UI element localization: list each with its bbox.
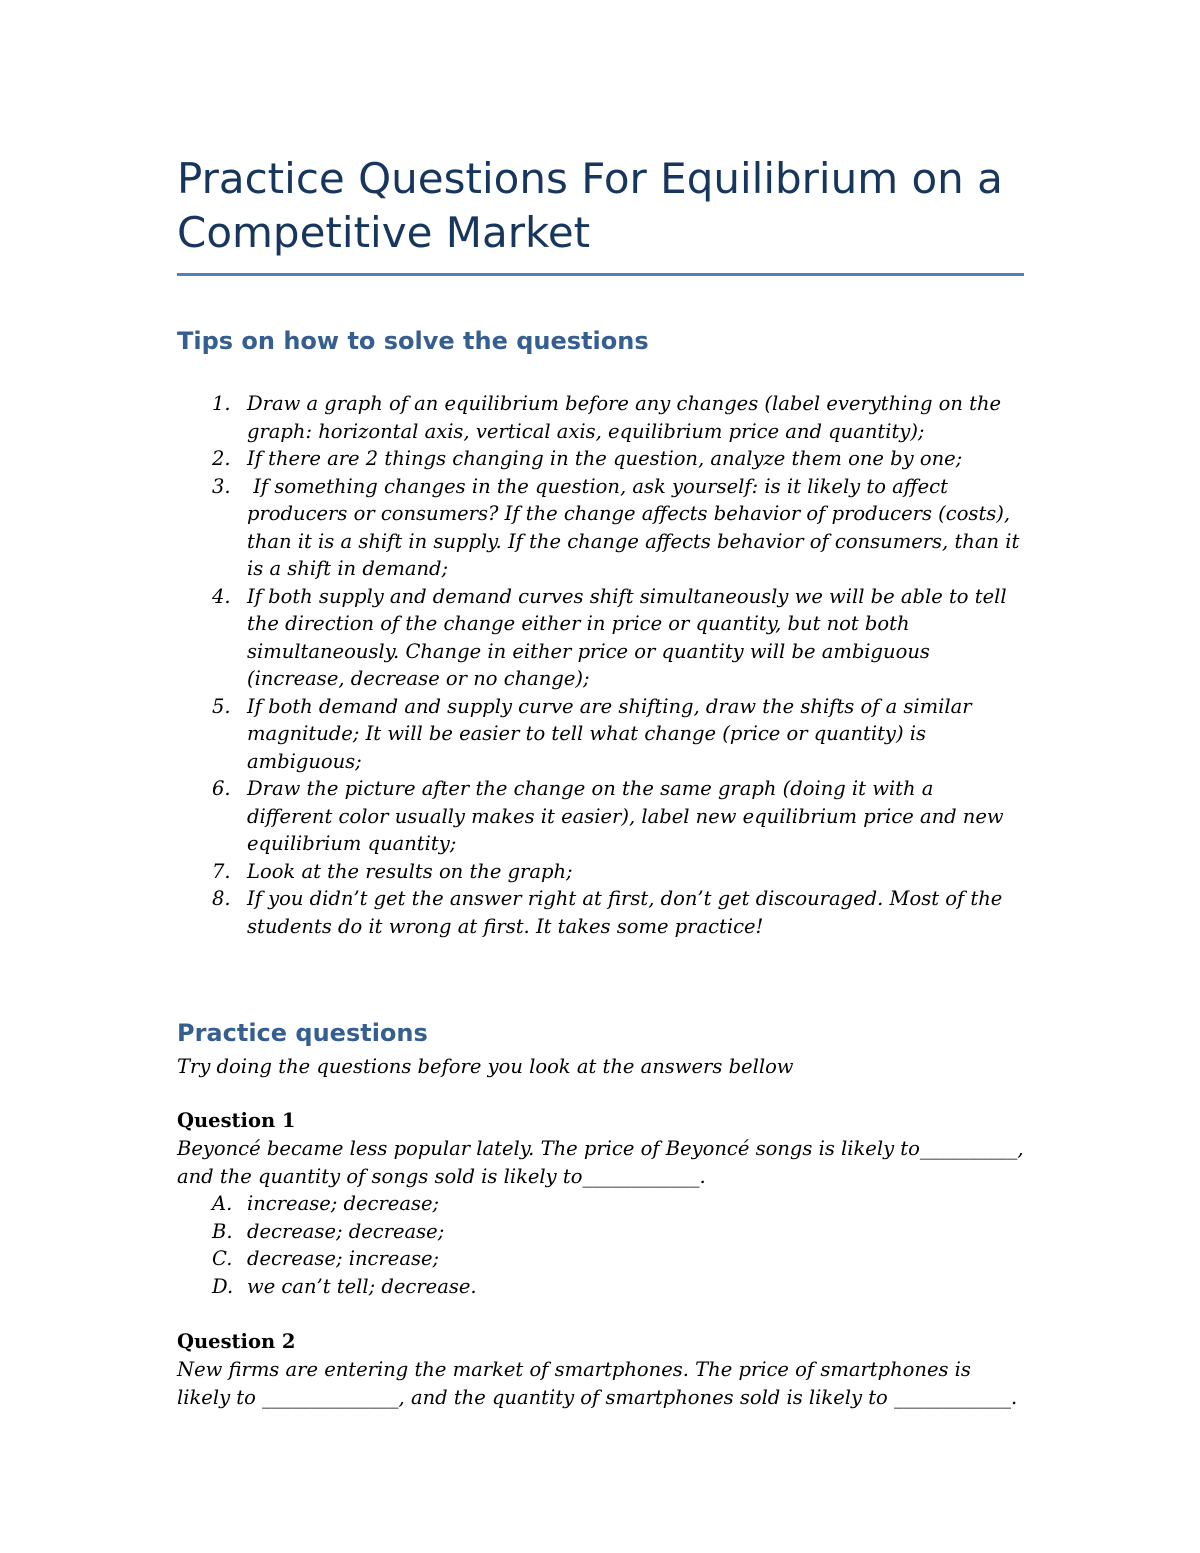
tip-text: If something changes in the question, ask yourself: is it likely to affect producers or consumers? If the change affects behavior of producers (costs), than it is a shift in supply. If the change affects behavior of consumers, than it is a shift in demand; <box>247 474 1026 580</box>
option-text: decrease; increase; <box>247 1247 440 1270</box>
tip-text: If there are 2 things changing in the question, analyze them one by one; <box>247 447 963 470</box>
tip-number: 6. <box>212 777 231 800</box>
tip-number: 1. <box>212 392 231 415</box>
tip-item <box>177 693 1024 776</box>
tip-number: 5. <box>212 694 231 718</box>
tip-item <box>177 885 1024 940</box>
tip-number: 7. <box>212 859 231 883</box>
tip-item <box>177 775 1024 858</box>
option-letter: B. <box>212 1219 233 1243</box>
title-underline <box>177 273 1024 276</box>
option-letter: A. <box>212 1192 233 1215</box>
option-text: increase; decrease; <box>247 1192 440 1215</box>
question-heading: Question 1 <box>177 1109 296 1132</box>
option-letter: D. <box>212 1274 234 1298</box>
tip-item <box>177 858 1024 886</box>
option-letter: C. <box>212 1247 233 1270</box>
tip-number: 8. <box>212 887 231 910</box>
tip-item <box>177 445 1024 473</box>
document-title: Practice Questions For Equilibrium on a Competitive Market <box>177 154 1003 257</box>
answer-option <box>177 1190 1024 1218</box>
option-text: we can’t tell; decrease. <box>247 1274 477 1298</box>
tips-list <box>177 390 1024 940</box>
answer-options <box>177 1190 1024 1300</box>
option-text: decrease; decrease; <box>247 1219 445 1243</box>
practice-subtitle: Try doing the questions before you look at the answers bellow <box>177 1055 794 1078</box>
tips-heading: Tips on how to solve the questions <box>177 327 649 355</box>
question-block <box>177 1328 1024 1411</box>
tip-number: 2. <box>212 447 231 470</box>
tip-text: If both supply and demand curves shift simultaneously we will be able to tell the direction of the change either in price or quantity, but not both simultaneously. Change in either price or quantity will be ambiguous (increase, decrease or no change); <box>247 584 1007 690</box>
tip-number: 4. <box>212 584 231 608</box>
answer-option <box>177 1218 1024 1246</box>
question-block <box>177 1107 1024 1300</box>
tip-text: Draw the picture after the change on the same graph (doing it with a different color usually makes it easier), label new equilibrium price and new equilibrium quantity; <box>247 777 1004 855</box>
tip-item <box>177 473 1024 583</box>
tip-text: If you didn’t get the answer right at first, don’t get discouraged. Most of the students do it wrong at first. It takes some practice! <box>247 887 1003 938</box>
tip-text: Look at the results on the graph; <box>247 859 573 883</box>
tip-text: If both demand and supply curve are shifting, draw the shifts of a similar magnitude; It will be easier to tell what change (price or quantity) is ambiguous; <box>247 694 972 773</box>
question-heading: Question 2 <box>177 1330 296 1353</box>
answer-option <box>177 1245 1024 1273</box>
tip-item <box>177 583 1024 693</box>
question-text: Beyoncé became less popular lately. The price of Beyoncé songs is likely to__________, and the quantity of songs sold is likely to____________. <box>177 1137 1024 1188</box>
tip-item <box>177 390 1024 445</box>
question-text: New firms are entering the market of smartphones. The price of smartphones is likely to ______________, and the quantity of smartphones sold is likely to ____________. <box>177 1358 1018 1409</box>
tip-number: 3. <box>212 474 231 498</box>
answer-option <box>177 1273 1024 1301</box>
tip-text: Draw a graph of an equilibrium before any changes (label everything on the graph: horizontal axis, vertical axis, equilibrium price and quantity); <box>247 392 1002 443</box>
practice-heading: Practice questions <box>177 1019 428 1047</box>
